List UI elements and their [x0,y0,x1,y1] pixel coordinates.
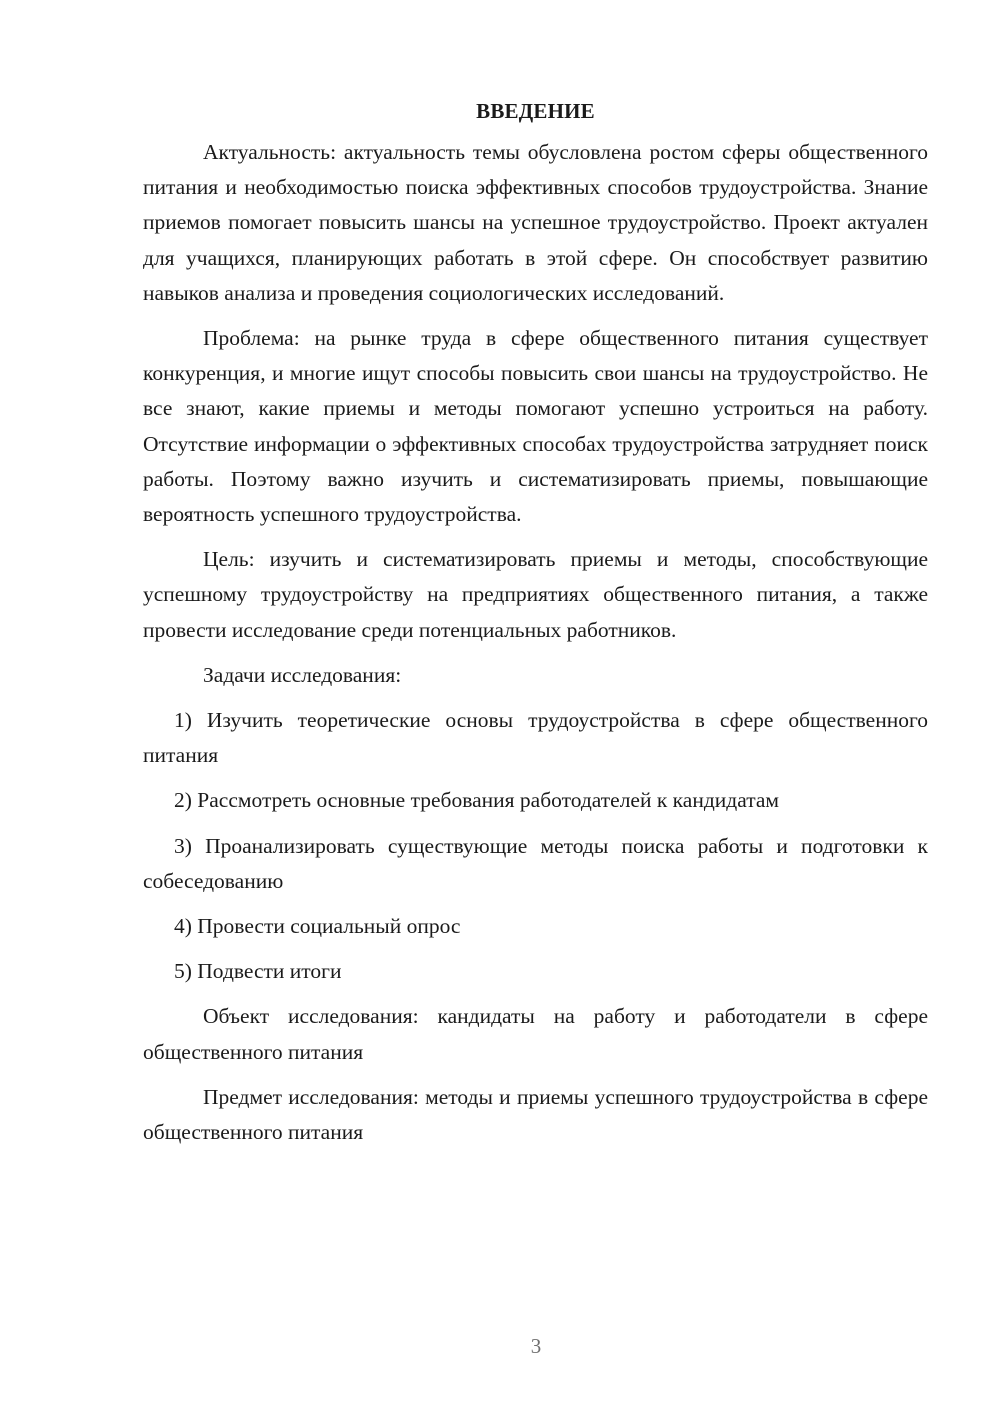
paragraph-relevance: Актуальность: актуальность темы обусловлена ростом сферы общественного питания и необходимостью поиска эффективных способов трудоустройства. Знание приемов помогает повысить шансы на успешное трудоустройство. Проект актуален для учащихся, планирующих работать в этой сфере. Он способствует развитию навыков анализа и проведения социологических исследований. [143,140,928,305]
task-item-5: 5) Подвести итоги [174,959,342,984]
paragraph-object: Объект исследования: кандидаты на работу и работодатели в сфере общественного питания [143,1004,928,1064]
page-content [143,94,928,1160]
paragraph-problem: Проблема: на рынке труда в сфере общественного питания существует конкуренция, и многие ищут способы повысить свои шансы на трудоустройство. Не все знают, какие приемы и методы помогают успешно устроиться на работу. Отсутствие информации о эффективных способах трудоустройства затрудняет поиск работы. Поэтому важно изучить и систематизировать приемы, повышающие вероятность успешного трудоустройства. [143,326,928,527]
task-item-4: 4) Провести социальный опрос [174,914,461,939]
paragraph-goal: Цель: изучить и систематизировать приемы и методы, способствующие успешному трудоустройству на предприятиях общественного питания, а также провести исследование среди потенциальных работников. [143,547,928,642]
page-number: 3 [530,1334,542,1358]
task-item-3: 3) Проанализировать существующие методы поиска работы и подготовки к собеседованию [143,833,928,893]
task-item-2: 2) Рассмотреть основные требования работодателей к кандидатам [174,788,780,813]
paragraph-subject: Предмет исследования: методы и приемы успешного трудоустройства в сфере общественного питания [143,1084,928,1145]
document-title: ВВЕДЕНИЕ [476,99,595,123]
task-item-1: 1) Изучить теоретические основы трудоустройства в сфере общественного питания [143,708,928,768]
tasks-heading: Задачи исследования: [203,662,402,687]
